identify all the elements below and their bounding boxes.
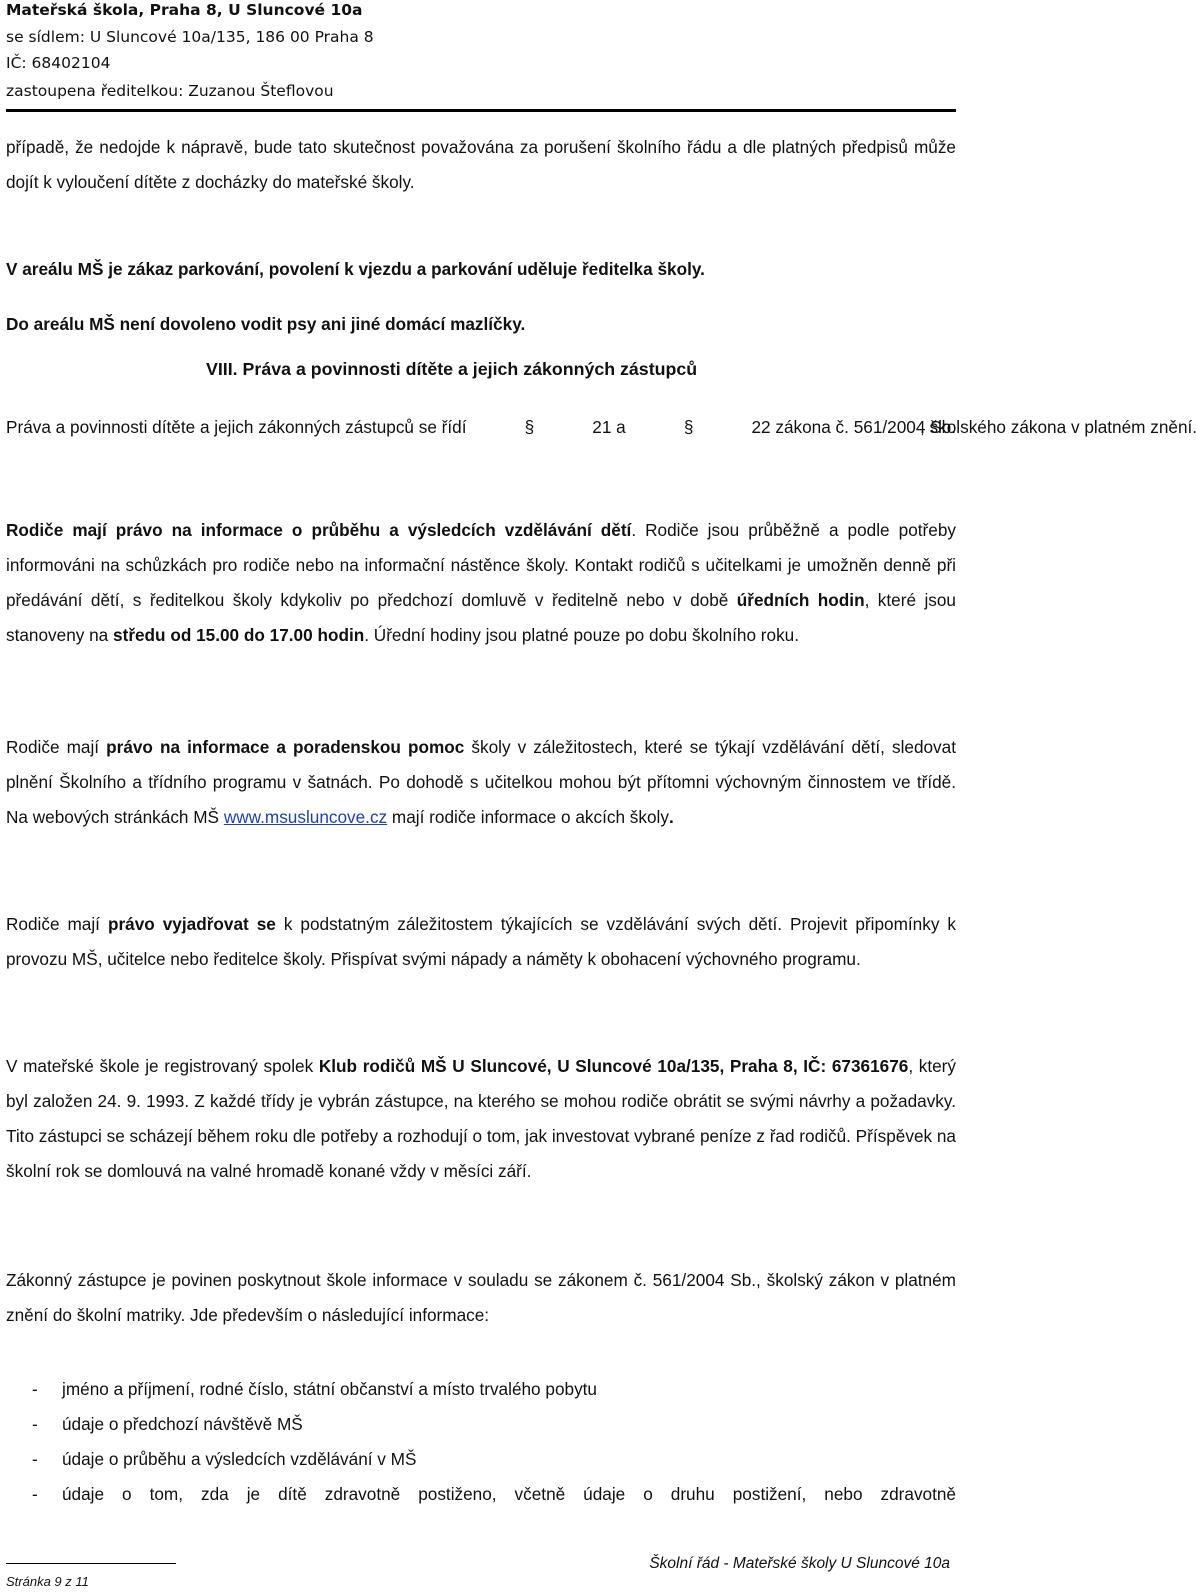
paragraph-parking: V areálu MŠ je zákaz parkování, povolení k vjezdu a parkování uděluje ředitelka školy.	[6, 259, 705, 279]
paragraph-expulsion: případě, že nedojde k nápravě, bude tato skutečnost považována za porušení školního řádu a dle platných předpisů může dojít k vyloučení dítěte z docházky do mateřské školy.	[6, 137, 956, 192]
section-heading: VIII. Práva a povinnosti dítěte a jejich zákonných zástupců	[206, 359, 698, 379]
section-sign-icon: §	[524, 417, 535, 437]
page-number: Stránka 9 z 11	[6, 1574, 89, 1589]
list-item: - údaje o tom, zda je dítě zdravotně postiženo, včetně údaje o druhu postižení, nebo zdravotně	[32, 1484, 956, 1504]
paragraph-pets: Do areálu MŠ není dovoleno vodit psy ani jiné domácí mazlíčky.	[6, 314, 526, 334]
paragraph-information: Rodiče mají právo na informace o průběhu a výsledcích vzdělávání dětí. Rodiče jsou průběžně a podle potřeby informováni na schůzkách pro rodiče nebo na informační nástěnce školy. Kontakt rodičů s učitelkami je umožněn denně při předávání dětí, s ředitelkou školy kdykoliv po předchozí domluvě v ředitelně nebo v době úředních hodin, které jsou stanoveny na středu od 15.00 do 17.00 hodin. Úřední hodiny jsou platné pouze po dobu školního roku.	[6, 520, 956, 645]
paragraph-parents-club: V mateřské škole je registrovaný spolek Klub rodičů MŠ U Slunc​ové, U Slunc​ové 10a/135, Praha 8, IČ: 67361676, který byl založen 24. 9. 1993. Z každé třídy je vybrán zástupce, na kterého se mohou rodiče obrátit se svými návrhy a požadavky. Tito zástupci se scházejí během roku dle potřeby a rozhodují o tom, jak investovat vybrané peníze z řad rodičů. Příspěvek na školní rok se domlouvá na valné hromadě konané vždy v měsíci září.	[6, 1056, 956, 1181]
list-item: - jméno a příjmení, rodné číslo, státní občanství a místo trvalého pobytu	[32, 1379, 597, 1399]
school-name: Mateřská škola, Praha 8, U Sluncové 10a	[6, 1, 363, 19]
footer-document-title: Školní řád - Mateřské školy U Slunc​ové 10a	[649, 1555, 950, 1572]
school-address: se sídlem: U Slunc​ové 10a/135, 186 00 Praha 8	[6, 28, 374, 46]
list-item: - údaje o průběhu a výsledcích vzdělávání v MŠ	[32, 1449, 417, 1469]
paragraph-registry: Zákonný zástupce je povinen poskytnout škole informace v souladu se zákonem č. 561/2004 Sb., školský zákon v platném znění do školní matriky. Jde především o následující informace:	[6, 1270, 956, 1325]
paragraph-counseling: Rodiče mají právo na informace a poradenskou pomoc školy v záležitostech, které se týkají vzdělávání dětí, sledovat plnění Školního a třídního programu v šatnách. Po dohodě s učitelkou mohou být přítomni výchovným činnostem ve třídě. Na webových stránkách MŠ www.msusluncove.cz mají rodiče informace o akcích školy.	[6, 737, 956, 827]
school-ico: IČ: 68402104	[6, 54, 111, 72]
section-sign-icon: §	[683, 417, 694, 437]
website-link[interactable]: www.msusluncove.cz	[223, 807, 388, 827]
registry-info-list	[6, 1372, 956, 1512]
school-representative: zastoupena ředitelkou: Zuzanou Šteflovou	[6, 82, 334, 100]
footer-divider	[6, 1563, 176, 1564]
list-item: - údaje o předchozí návštěvě MŠ	[32, 1414, 303, 1434]
paragraph-rights-law: Práva a povinnosti dítěte a jejich zákonných zástupců se řídí § 21 a § 22 zákona č. 561/2004 Sb. , školského zákona v platném znění.	[6, 410, 956, 445]
paragraph-express: Rodiče mají právo vyjadřovat se k podstatným záležitostem týkajících se vzdělávání svých dětí. Projevit připomínky k provozu MŠ, učitelce nebo ředitelce školy. Přispívat svými nápady a náměty k obohacení výchovného programu.	[6, 914, 956, 969]
header-divider	[6, 109, 956, 112]
